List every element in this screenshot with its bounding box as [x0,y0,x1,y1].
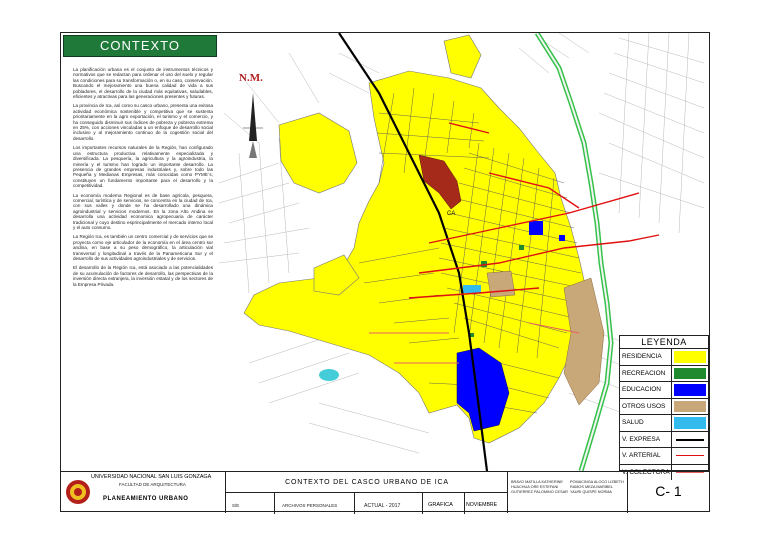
legend-item-label: SALUD [620,415,672,431]
legend-item-label: RESIDENCIA [620,349,672,365]
sheet-code: C- 1 [655,483,682,499]
legend-item-label: RECREACION [620,366,672,382]
education-zone [559,235,565,241]
date-value: ACTUAL - 2017 [364,503,401,509]
context-paragraph: La Región Ica, es también un centro comercial y de servicios que se proyecta como eje articulador de la economía en el área centro sur andina, en base a su peso demográfico, la articulación vial transversal y longitudinal a través de la Panamericana Sur y el desarrollo de sus actividades agroindustriales y de servicios. [73,234,213,261]
residential-zone [444,35,481,78]
legend-swatch [672,432,708,448]
legend-item [620,382,708,399]
plan-info-row [226,492,508,514]
legend [619,335,709,476]
legend-swatch [672,349,708,365]
legend-item [620,415,708,432]
student-name: RAMOS MEZA MARIBEL [570,485,614,489]
context-paragraph: La provincia de Ica, así como su casco urbano, presenta una exitosa actividad económica sostenible y competitiva que se sustenta prioritariamente en la agro exportación, el turismo y el comercio, y ha conseguido disminuir sus índices de pobreza y pobreza extrema en 25%, con acciones vinculadas a un enfoque de desarrollo social inclusivo y al mejoramiento continuo de la cogestión social del desarrollo. [73,103,213,141]
student-name: HUACHUA ORE ESTEFANI [511,485,559,489]
legend-swatch [672,448,708,464]
context-heading: CONTEXTO [63,35,217,57]
legend-item [620,349,708,366]
context-panel [61,33,220,471]
course-name: PLANEAMIENTO URBANO [103,496,189,502]
legend-item [620,399,708,416]
district-label: CA [447,211,456,217]
context-paragraph: Los importantes recursos naturales de la Región, han configurado una estructura productiva relativamente especializada y diversificada. La pesquería, la agricultura y la agroindustria, la minería y el turismo han logrado un importante desarrollo. La presencia de grandes empresas industriales y, sobre todo las Pequeña y Medianas Empresas, más conocidas como PYME´s, constituyen un fundamento importante para el desarrollo y la competitividad. [73,145,213,189]
legend-swatch [672,415,708,431]
university-seal-icon [65,479,91,505]
faculty-name: FACULTAD DE ARQUITECTURA [119,482,186,487]
university-name: UNIVERSIDAD NACIONAL SAN LUIS GONZAGA [91,474,212,480]
context-paragraph: La planificación urbana es el conjunto de instrumentos técnicos y normativos que se redactan para ordenar el uso del suelo y regular las condiciones para su transformación o, en su caso, conservación. Buscando el mejoramiento una buena calidad de vida a sus pobladores, el desarrollo de la ciudad más equitativas, saludables, eficientes y atractivas para las generaciones presentes y futuras. [73,67,213,100]
scale-value: S/E [232,503,240,508]
other-uses-zone [487,271,515,297]
student-name: YAURI QUISPE NORMA [570,490,612,494]
legend-item [620,448,708,465]
context-text [73,67,213,291]
legend-item-label: OTROS USOS [620,399,672,415]
context-paragraph: La economía moderna Regional es de base agrícola, pesquera, comercial, turística y de servicios, se concentra en la ciudad de Ica, con sus valles y donde se ha desarrollado una dinámica agroindustrial y servicios modernos. En la zona Alto Andina se desarrolla una actividad economica agropecuaria de carácter tradicional y cuyo destino esprincipalmente el mercado interno local y el auto consumo. [73,192,213,230]
plan-title-block [226,472,508,513]
legend-title: LEYENDA [620,336,708,349]
education-zone [529,221,543,235]
residential-zone [279,113,357,193]
health-zone [463,285,481,293]
north-label: N.M. [239,72,263,84]
recreation-zone [519,245,524,250]
plan-title: CONTEXTO DEL CASCO URBANO DE ICA [285,479,449,486]
legend-swatch [672,366,708,382]
month-value: NOVIEMBRE [466,502,498,508]
legend-item-label: EDUCACION [620,382,672,398]
context-paragraph: El desarrollo de la Región Ica, está asociado a las potencialidades de su acumulación de factores de desarrollo, las perspectivas de la inversión directa extranjera, la inversión estatal y de los sectores de la Empresa Privada. [73,265,213,287]
lagoon [319,369,339,381]
students-block [508,472,628,513]
student-name: POMACINGA ALOCO LIZBETH [570,480,624,484]
legend-item-label: V. COLECTORA [620,465,672,481]
student-name: GUTIERREZ PALOMINO CESAR [511,490,568,494]
student-name: BRAVO MATILLA KATHERINE [511,480,563,484]
institution-block [61,472,226,513]
legend-swatch [672,382,708,398]
sheet-code-block [628,472,709,513]
legend-swatch [672,399,708,415]
source-value: ARCHIVOS PERSONALES [282,503,338,508]
title-block [61,471,709,513]
legend-item [620,366,708,383]
legend-item-label: V. EXPRESA [620,432,672,448]
plan-sheet [60,32,710,512]
legend-item-label: V. ARTERIAL [620,448,672,464]
other-uses-zone [564,278,604,405]
legend-item [620,432,708,449]
north-arrow-icon [243,93,263,158]
type-value: GRAFICA [428,502,453,508]
